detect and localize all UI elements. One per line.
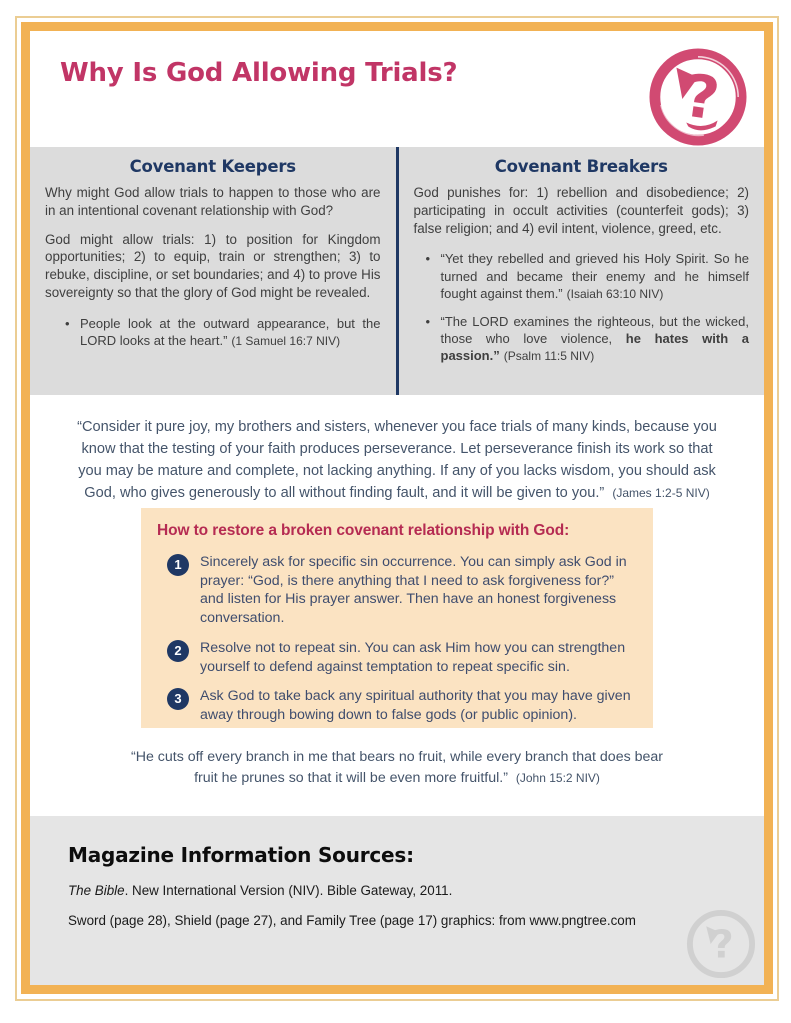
bullet-text: People look at the outward appearance, but the LORD looks at the heart.” (1 Samuel 16:7 NIV): [80, 315, 381, 349]
svg-text:?: ?: [680, 60, 724, 134]
page-title: Why Is God Allowing Trials?: [60, 58, 458, 88]
step-text: Ask God to take back any spiritual authority that you may have given away through bowing down to false gods (or public opinion).: [200, 688, 631, 724]
page-frame: [21, 22, 773, 994]
bullet-marker: •: [425, 313, 431, 329]
sources-heading: Magazine Information Sources:: [68, 843, 414, 867]
sources-section: [30, 816, 764, 985]
list-item: [157, 639, 635, 676]
breakers-bullet-list: [426, 250, 750, 364]
covenant-breakers-heading: Covenant Breakers: [494, 157, 668, 176]
scripture-citation: (John 15:2 NIV): [515, 771, 600, 786]
step-number-badge: 3: [167, 688, 189, 710]
covenant-columns: [30, 147, 764, 395]
keepers-paragraph-2: God might allow trials: 1) to position for Kingdom opportunities; 2) to equip, train or strengthen; 3) to rebuke, discipline, or set boundaries; and 4) to prove His sovereignty so that the glory of God might be revealed.: [45, 231, 381, 301]
restore-covenant-box: [141, 508, 653, 728]
keepers-paragraph-1: Why might God allow trials to happen to those who are in an intentional covenant relationship with God?: [45, 185, 381, 218]
covenant-keepers-panel: [30, 147, 396, 395]
james-quote: [30, 395, 764, 508]
step-text: Resolve not to repeat sin. You can ask Him how you can strengthen yourself to defend against temptation to repeat specific sin.: [200, 639, 626, 675]
list-item: [426, 250, 750, 302]
header: [30, 31, 764, 147]
step-number-badge: 2: [167, 640, 189, 662]
restore-box-title: How to restore a broken covenant relationship with God:: [157, 522, 570, 539]
step-number-badge: 1: [167, 554, 189, 576]
list-item: [157, 687, 635, 724]
bullet-text: “Yet they rebelled and grieved his Holy Spirit. So he turned and became their enemy and he himself fought against them.” (Isaiah 63:10 NIV): [440, 251, 749, 301]
list-item: [157, 553, 635, 628]
breakers-paragraph-1: God punishes for: 1) rebellion and disobedience; 2) participating in occult activities (counterfeit gods); 3) false religion; and 4) evil intent, violence, greed, etc.: [413, 185, 749, 236]
bullet-marker: •: [425, 251, 431, 267]
keepers-bullet-list: [65, 315, 381, 350]
source-line-graphics: Sword (page 28), Shield (page 27), and Family Tree (page 17) graphics: from www.pngtree.com: [68, 913, 636, 928]
list-item: [65, 315, 381, 350]
scripture-citation: (1 Samuel 16:7 NIV): [231, 334, 341, 349]
watermark-logo-icon: [684, 907, 758, 981]
source-line-bible: The Bible. New International Version (NIV). Bible Gateway, 2011.: [68, 883, 453, 898]
source-title-italic: The Bible: [68, 883, 125, 898]
scripture-citation: (Isaiah 63:10 NIV): [566, 286, 664, 301]
quote-text: “He cuts off every branch in me that bears no fruit, while every branch that does bear fruit he prunes so that it will be even more fruitful.”: [130, 749, 664, 787]
bullet-text: “The LORD examines the righteous, but the wicked, those who love violence, he hates with a passion.” (Psalm 11:5 NIV): [440, 313, 749, 363]
covenant-keepers-heading: Covenant Keepers: [129, 157, 296, 176]
scripture-citation: (Psalm 11:5 NIV): [503, 348, 595, 363]
question-mark-logo-icon: [649, 48, 747, 146]
quote-text: “Consider it pure joy, my brothers and sisters, whenever you face trials of many kinds, because you know that the testing of your faith produces perseverance. Let perseverance finish its work so that you may be mature and complete, not lacking anything. If any of you lacks wisdom, you should ask God, who gives generously to all without finding fault, and it will be given to you.”: [77, 419, 717, 501]
bullet-marker: •: [65, 315, 70, 331]
svg-text:?: ?: [711, 922, 734, 968]
scripture-citation: (James 1:2-5 NIV): [612, 485, 710, 500]
covenant-breakers-panel: [399, 147, 765, 395]
john-quote: [30, 728, 764, 816]
step-text: Sincerely ask for specific sin occurrence. You can simply ask God in prayer: “God, is there anything that I need to ask forgiveness for?” and listen for His prayer answer. Then have an honest forgiveness conversation.: [200, 554, 627, 627]
list-item: [426, 313, 750, 365]
